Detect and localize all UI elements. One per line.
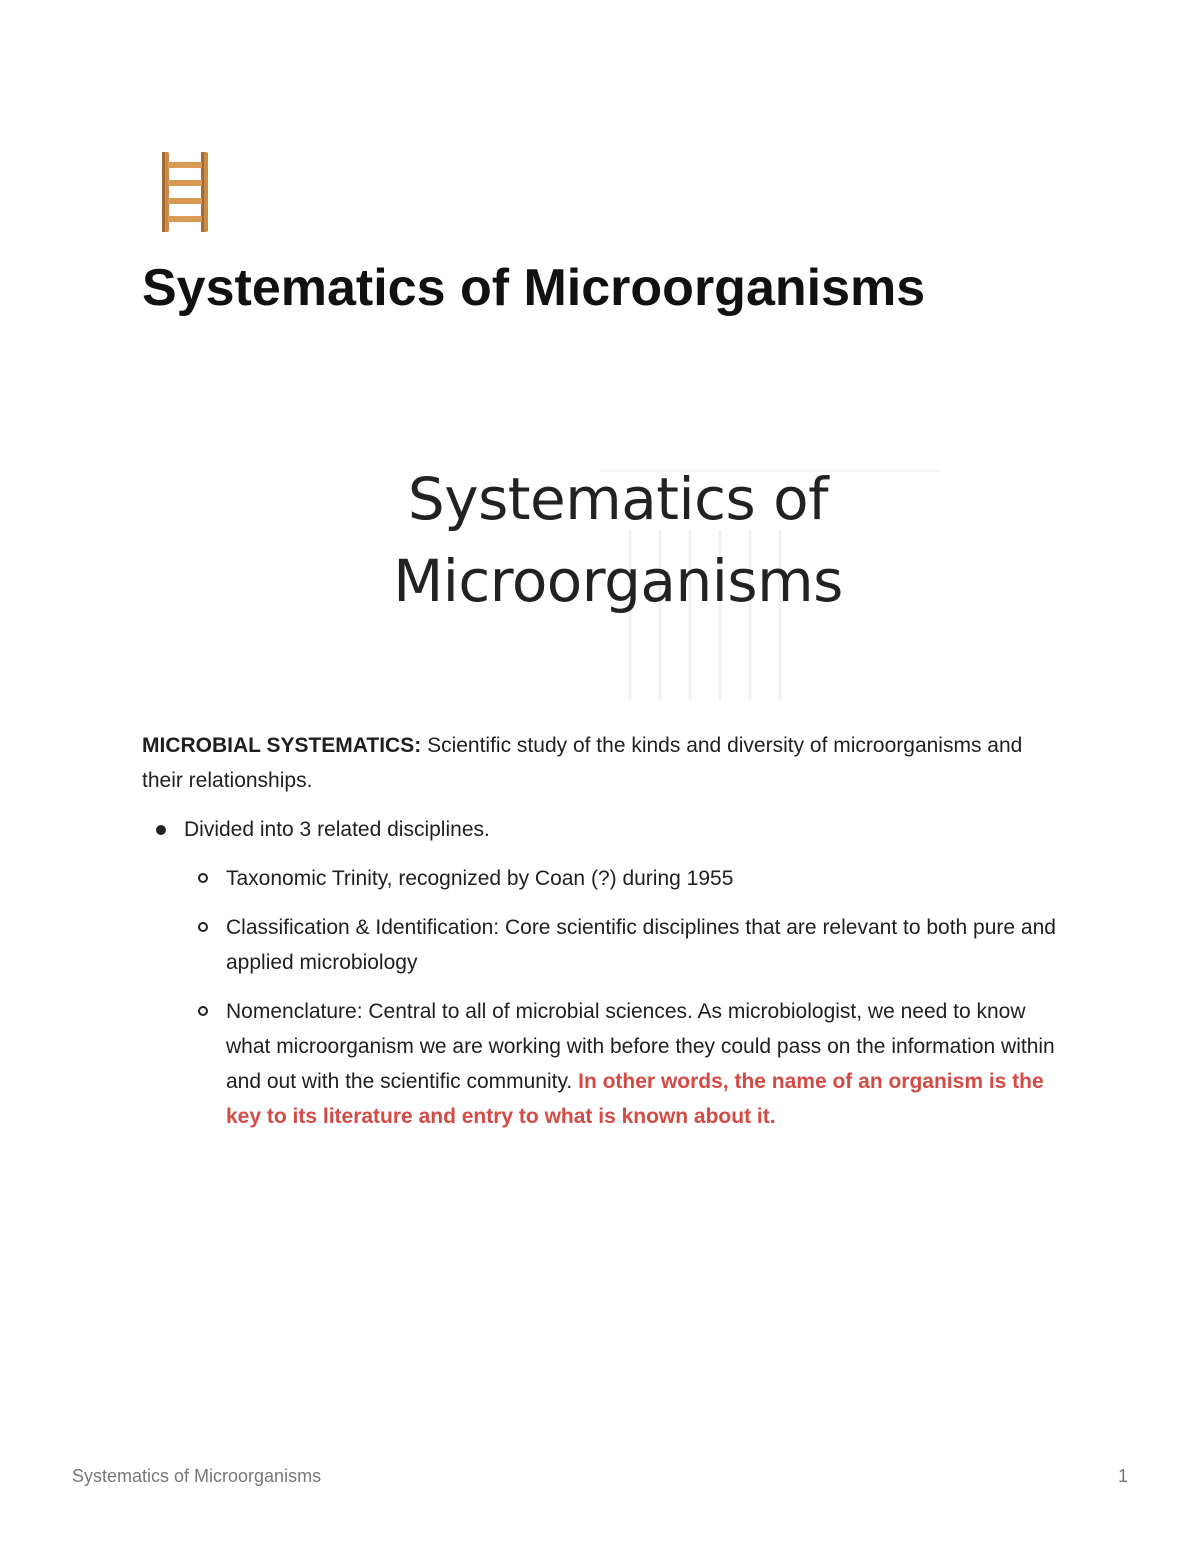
bullet-circle-icon — [198, 922, 208, 932]
ladder-icon — [160, 152, 210, 234]
page-title: Systematics of Microorganisms — [142, 259, 926, 317]
sub-list-item-text: Classification & Identification: Core scientific disciplines that are relevant to both pure and applied microbiology — [226, 916, 1056, 974]
page-number: 1 — [1118, 1466, 1129, 1486]
list-item-text: Divided into 3 related disciplines. — [184, 818, 490, 841]
slide-title-line-2: Microorganisms — [393, 547, 843, 615]
document-body — [142, 728, 1062, 1148]
list-item — [142, 812, 1062, 1134]
sub-list-item — [184, 861, 1062, 896]
bullet-circle-icon — [198, 1006, 208, 1016]
sub-list-item — [184, 910, 1062, 980]
slide-image — [330, 440, 950, 700]
sub-list-item — [184, 994, 1062, 1134]
highlighted-text: In other words, the name of an organism is the key to its literature and entry to what is known about it. — [226, 1070, 1044, 1128]
definition-term: MICROBIAL SYSTEMATICS: — [142, 734, 422, 757]
sub-bullet-list — [184, 861, 1062, 1134]
definition-text: Scientific study of the kinds and diversity of microorganisms and their relationships. — [142, 734, 1023, 792]
sub-list-item-text: Taxonomic Trinity, recognized by Coan (?) during 1955 — [226, 867, 734, 890]
footer-title: Systematics of Microorganisms — [72, 1466, 322, 1486]
bullet-circle-icon — [198, 873, 208, 883]
sub-list-item-text: Nomenclature: Central to all of microbial sciences. As microbiologist, we need to know what microorganism we are working with before they could pass on the information within and out with the scientific community. — [226, 1000, 1055, 1093]
bullet-disc-icon — [156, 825, 166, 835]
slide-title-line-1: Systematics of — [407, 465, 829, 533]
bullet-list — [142, 812, 1062, 1134]
definition-paragraph — [142, 728, 1062, 798]
